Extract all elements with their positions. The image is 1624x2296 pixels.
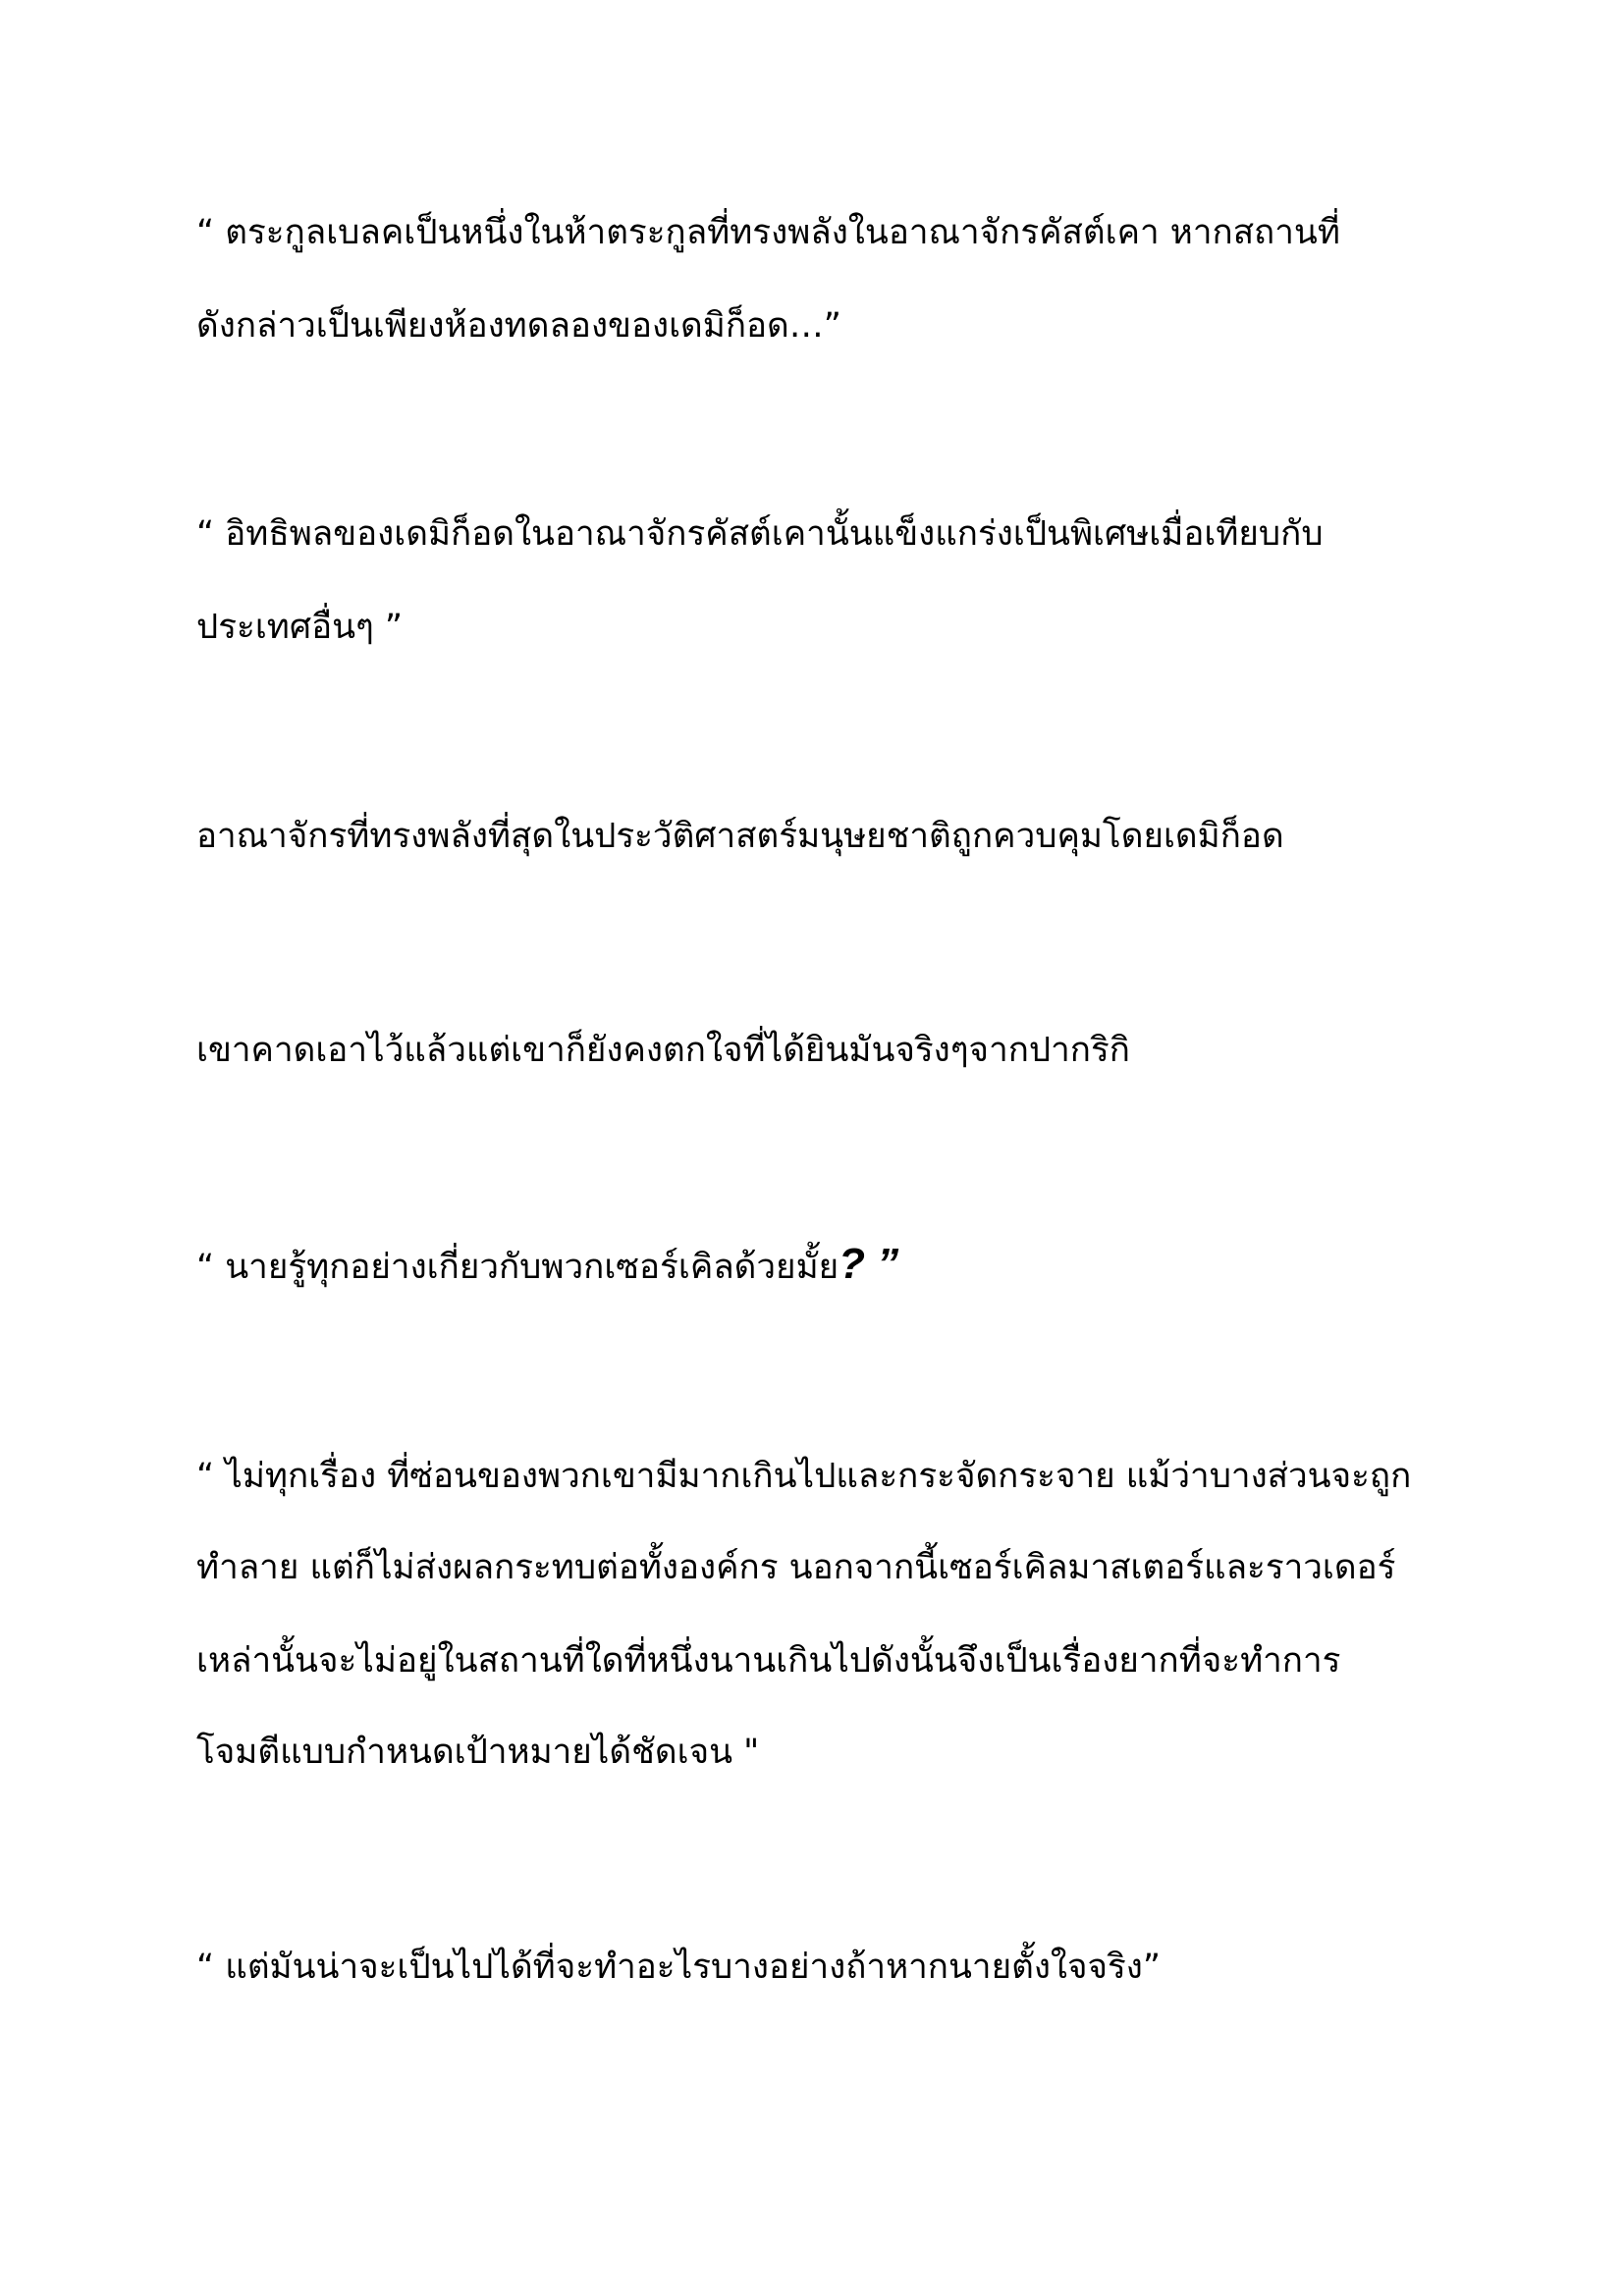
- paragraph-7-line-1: “ แต่มันน่าจะเป็นไปได้ที่จะทำอะไรบางอย่างถ้าหากนายตั้งใจจริง”: [196, 1948, 1162, 1987]
- paragraph-4-line-1: เขาคาดเอาไว้แล้วแต่เขาก็ยังคงตกใจที่ได้ยินมันจริงๆจากปากริกิ: [196, 1031, 1130, 1070]
- paragraph-6-line-1: “ ไม่ทุกเรื่อง ที่ซ่อนของพวกเขามีมากเกินไปและกระจัดกระจาย แม้ว่าบางส่วนจะถูก: [196, 1457, 1412, 1496]
- paragraph-2-line-2: ประเทศอื่นๆ ”: [196, 608, 404, 647]
- paragraph-6-line-2: ทำลาย แต่ก็ไม่ส่งผลกระทบต่อทั้งองค์กร นอกจากนี้เซอร์เคิลมาสเตอร์และราวเดอร์: [196, 1548, 1396, 1587]
- paragraph-6-line-4: โจมตีแบบกำหนดเป้าหมายได้ชัดเจน ": [196, 1733, 760, 1772]
- paragraph-5-line-1: [196, 1235, 898, 1297]
- paragraph-3-line-1: อาณาจักรที่ทรงพลังที่สุดในประวัติศาสตร์มนุษยชาติถูกควบคุมโดยเดมิก็อด: [196, 817, 1284, 856]
- paragraph-5-text: “ นายรู้ทุกอย่างเกี่ยวกับพวกเซอร์เคิลด้วยมั้ย: [196, 1248, 839, 1287]
- paragraph-5-question-mark: ? ”: [839, 1240, 899, 1288]
- paragraph-1-line-1: “ ตระกูลเบลคเป็นหนึ่งในห้าตระกูลที่ทรงพลังในอาณาจักรคัสต์เคา หากสถานที่: [196, 213, 1340, 252]
- paragraph-6-line-3: เหล่านั้นจะไม่อยู่ในสถานที่ใดที่หนึ่งนานเกินไปดังนั้นจึงเป็นเรื่องยากที่จะทำการ: [196, 1641, 1341, 1681]
- paragraph-1-line-2: ดังกล่าวเป็นเพียงห้องทดลองของเดมิก็อด…”: [196, 306, 841, 346]
- paragraph-2-line-1: “ อิทธิพลของเดมิก็อดในอาณาจักรคัสต์เคานั้นแข็งแกร่งเป็นพิเศษเมื่อเทียบกับ: [196, 514, 1324, 554]
